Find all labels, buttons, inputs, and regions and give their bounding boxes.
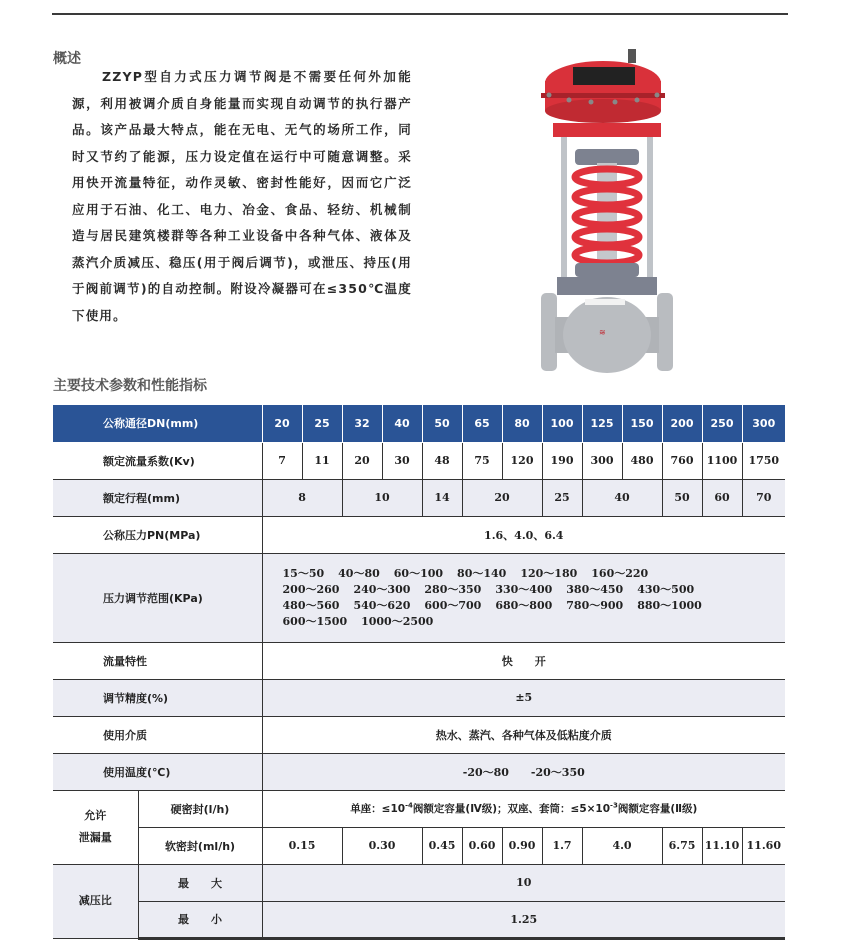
kv-cell: 30 — [382, 442, 422, 479]
travel-cell: 60 — [702, 479, 742, 516]
range-label: 压力调节范围(KPa) — [53, 553, 262, 642]
dn-cell: 20 — [262, 405, 302, 442]
soft-seal-cell: 0.30 — [342, 827, 422, 864]
row-soft-seal — [53, 827, 785, 864]
range-item: 430～500 — [637, 582, 695, 596]
svg-text:≋: ≋ — [599, 328, 606, 337]
range-item: 80～140 — [457, 566, 507, 580]
range-item: 1000～2500 — [361, 614, 434, 628]
kv-cell: 20 — [342, 442, 382, 479]
product-image-valve — [535, 45, 695, 375]
travel-cell: 50 — [662, 479, 702, 516]
range-item: 200～260 — [282, 582, 340, 596]
hard-seal-label: 硬密封(l/h) — [138, 790, 262, 827]
soft-seal-cell: 0.90 — [502, 827, 542, 864]
hard-seal-text-a: 单座：≤10 — [350, 803, 406, 815]
spec-table — [53, 405, 785, 940]
precision-value: ±5 — [262, 679, 785, 716]
overview-paragraph — [72, 64, 412, 329]
row-temperature — [53, 753, 785, 790]
travel-label: 额定行程(mm) — [53, 479, 262, 516]
kv-cell: 7 — [262, 442, 302, 479]
range-item: 540～620 — [353, 598, 411, 612]
range-item: 160～220 — [591, 566, 649, 580]
medium-label: 使用介质 — [53, 716, 262, 753]
range-item: 40～80 — [338, 566, 380, 580]
kv-cell: 120 — [502, 442, 542, 479]
pn-value: 1.6、4.0、6.4 — [262, 516, 785, 553]
range-item: 680～800 — [495, 598, 553, 612]
row-flow — [53, 642, 785, 679]
soft-seal-cell: 0.45 — [422, 827, 462, 864]
soft-seal-cell: 11.10 — [702, 827, 742, 864]
row-medium — [53, 716, 785, 753]
range-item: 600～700 — [424, 598, 482, 612]
row-dn — [53, 405, 785, 442]
flow-value: 快 开 — [262, 642, 785, 679]
dn-cell: 125 — [582, 405, 622, 442]
range-item: 330～400 — [495, 582, 553, 596]
specs-heading: 主要技术参数和性能指标 — [53, 378, 207, 394]
dn-cell: 250 — [702, 405, 742, 442]
row-pn — [53, 516, 785, 553]
ratio-group-label: 减压比 — [53, 864, 138, 938]
soft-seal-cell: 0.15 — [262, 827, 342, 864]
soft-seal-cell: 1.7 — [542, 827, 582, 864]
row-range — [53, 553, 785, 642]
row-ratio-min — [53, 901, 785, 938]
travel-cell: 8 — [262, 479, 342, 516]
dn-cell: 65 — [462, 405, 502, 442]
soft-seal-cell: 11.60 — [742, 827, 785, 864]
travel-cell: 10 — [342, 479, 422, 516]
dn-label: 公称通径DN(mm) — [53, 405, 262, 442]
dn-cell: 40 — [382, 405, 422, 442]
leakage-line1: 允许 — [84, 809, 107, 822]
kv-cell: 760 — [662, 442, 702, 479]
row-travel — [53, 479, 785, 516]
leakage-line2: 泄漏量 — [78, 831, 112, 844]
range-item: 120～180 — [520, 566, 578, 580]
hard-seal-value — [262, 790, 785, 827]
hard-seal-text-b: 阀额定容量(Ⅳ级)；双座、套筒：≤5×10 — [412, 803, 611, 815]
dn-cell: 200 — [662, 405, 702, 442]
range-line — [283, 582, 786, 598]
ratio-max-value: 10 — [262, 864, 785, 901]
range-item: 280～350 — [424, 582, 482, 596]
range-item: 380～450 — [566, 582, 624, 596]
hard-seal-exp-b: -3 — [610, 801, 618, 810]
kv-cell: 1100 — [702, 442, 742, 479]
dn-cell: 80 — [502, 405, 542, 442]
dn-cell: 25 — [302, 405, 342, 442]
pn-label: 公称压力PN(MPa) — [53, 516, 262, 553]
range-item: 780～900 — [566, 598, 624, 612]
range-values — [262, 553, 785, 642]
soft-seal-cell: 4.0 — [582, 827, 662, 864]
overview-heading: 概述 — [53, 51, 81, 67]
range-line — [283, 614, 786, 630]
range-line — [283, 598, 786, 614]
range-line — [283, 566, 786, 582]
travel-cell: 40 — [582, 479, 662, 516]
kv-cell: 75 — [462, 442, 502, 479]
leakage-group-label — [53, 790, 138, 864]
row-kv — [53, 442, 785, 479]
range-item: 600～1500 — [282, 614, 348, 628]
temp-value: -20～80 -20～350 — [262, 753, 785, 790]
precision-label: 调节精度(%) — [53, 679, 262, 716]
soft-seal-cell: 0.60 — [462, 827, 502, 864]
range-item: 240～300 — [353, 582, 411, 596]
dn-cell: 32 — [342, 405, 382, 442]
kv-cell: 1750 — [742, 442, 785, 479]
actuator-cap-icon — [628, 49, 636, 63]
row-precision — [53, 679, 785, 716]
range-item: 880～1000 — [637, 598, 702, 612]
ratio-max-label: 最 大 — [138, 864, 262, 901]
dn-cell: 150 — [622, 405, 662, 442]
kv-label: 额定流量系数(Kv) — [53, 442, 262, 479]
soft-seal-label: 软密封(ml/h) — [138, 827, 262, 864]
overview-text: ZZYP型自力式压力调节阀是不需要任何外加能源，利用被调介质自身能量而实现自动调节的执行器产品。该产品最大特点，能在无电、无气的场所工作，同时又节约了能源，压力设定值在运行中可随意调整。采用快开流量特征，动作灵敏、密封性能好，因而它广泛应用于石油、化工、电力、冶金、食品、轻纺、机械制造与居民建筑楼群等各种工业设备中各种气体、液体及蒸汽介质减压、稳压(用于阀后调节)，或泄压、持压(用于阀前调节)的自动控制。附设冷凝器可在≤350℃温度下使用。 — [72, 69, 412, 323]
travel-cell: 14 — [422, 479, 462, 516]
range-item: 60～100 — [393, 566, 444, 580]
medium-value: 热水、蒸汽、各种气体及低粘度介质 — [262, 716, 785, 753]
top-divider — [52, 13, 788, 15]
row-hard-seal — [53, 790, 785, 827]
ratio-min-value: 1.25 — [262, 901, 785, 938]
dn-cell: 300 — [742, 405, 785, 442]
dn-cell: 50 — [422, 405, 462, 442]
travel-cell: 25 — [542, 479, 582, 516]
range-item: 15～50 — [282, 566, 325, 580]
hard-seal-text-c: 阀额定容量(Ⅱ级) — [617, 803, 698, 815]
hard-seal-exp-a: -4 — [405, 801, 413, 810]
flow-label: 流量特性 — [53, 642, 262, 679]
kv-cell: 300 — [582, 442, 622, 479]
range-item: 480～560 — [282, 598, 340, 612]
travel-cell: 20 — [462, 479, 542, 516]
row-ratio-max — [53, 864, 785, 901]
kv-cell: 480 — [622, 442, 662, 479]
soft-seal-cell: 6.75 — [662, 827, 702, 864]
travel-cell: 70 — [742, 479, 785, 516]
kv-cell: 48 — [422, 442, 462, 479]
ratio-min-label: 最 小 — [138, 901, 262, 938]
dn-cell: 100 — [542, 405, 582, 442]
kv-cell: 190 — [542, 442, 582, 479]
temp-label: 使用温度(℃) — [53, 753, 262, 790]
kv-cell: 11 — [302, 442, 342, 479]
